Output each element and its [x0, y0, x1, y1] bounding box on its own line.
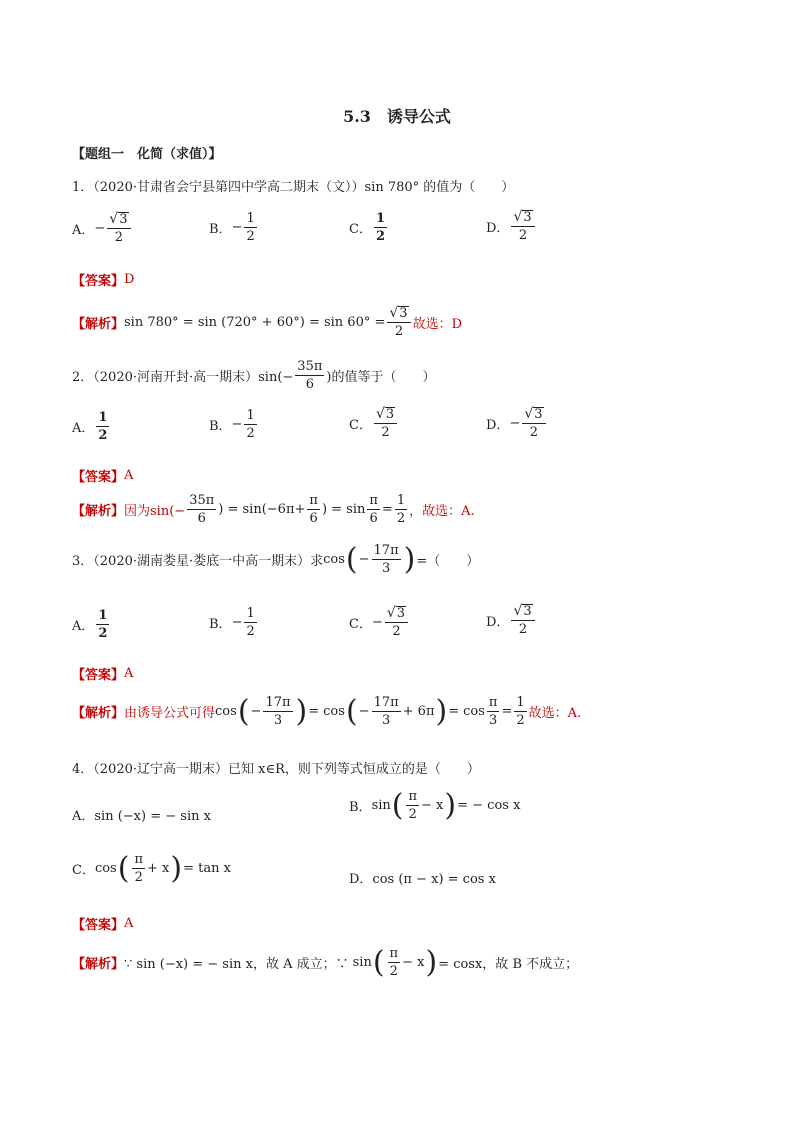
equals: = — [308, 704, 320, 719]
q3-option-b — [209, 607, 259, 638]
paren: ) — [435, 693, 448, 729]
minus-sign: − — [250, 704, 262, 719]
option-label: B． — [349, 800, 372, 815]
fraction: √ 3 2 — [522, 407, 545, 439]
fraction: √ 3 2 — [107, 212, 130, 244]
analysis-text: 由诱导公式可得 — [124, 706, 216, 721]
minus-sign: − — [371, 614, 383, 630]
numerator: π — [309, 493, 318, 508]
denominator: 2 — [114, 230, 124, 245]
term: + x — [147, 861, 170, 876]
analysis-text: sin 780° = sin (720° + 60°) = sin 60° = — [124, 314, 386, 330]
denominator: 2 — [516, 713, 525, 728]
numerator: 1 — [246, 606, 255, 621]
denominator: 2 — [134, 870, 143, 885]
fraction — [514, 696, 526, 727]
func-name: sin — [352, 955, 372, 970]
denominator: 6 — [369, 511, 378, 526]
minus-sign: − — [94, 220, 106, 236]
numerator: 1 — [516, 695, 525, 710]
option-tail: = tan x — [183, 861, 231, 876]
question-1-stem: 1．（2020·甘肃省会宁县第四中学高二期末（文））sin 780° 的值为（ ） — [72, 180, 515, 195]
option-label: B． — [209, 617, 232, 632]
q1-option-c — [349, 212, 389, 243]
q3-analysis — [72, 693, 582, 729]
func-name: cos — [323, 704, 345, 719]
option-tail: = − cos x — [457, 798, 521, 813]
numerator: 17π — [373, 543, 399, 558]
numerator: 1 — [98, 410, 108, 425]
analysis-conclusion: 故选：D — [412, 316, 463, 332]
fraction: √ 3 2 — [385, 606, 408, 638]
denominator: 3 — [381, 561, 391, 576]
denominator: 2 — [389, 964, 398, 979]
analysis-tag: 【解析】 — [72, 504, 125, 519]
denominator: 2 — [529, 425, 539, 440]
fraction — [295, 360, 324, 391]
denominator: 2 — [98, 626, 108, 641]
numerator: 1 — [246, 211, 255, 226]
analysis-tag: 【解析】 — [72, 316, 125, 332]
q2-answer — [72, 466, 133, 485]
denominator: 2 — [394, 324, 404, 339]
paren: ( — [345, 693, 358, 729]
fraction — [487, 696, 500, 727]
q2-analysis — [72, 494, 475, 525]
fraction: √ 3 2 — [511, 604, 534, 636]
paren: ( — [237, 693, 250, 729]
minus-sign: − — [358, 704, 370, 719]
fraction: √ 3 2 — [511, 210, 534, 242]
option-label: A． — [72, 421, 95, 436]
denominator: 6 — [305, 377, 314, 392]
numerator: 17π — [373, 695, 399, 710]
radicand: 3 — [523, 604, 532, 619]
stem-text: 3．（2020·湖南娄星·娄底一中高一期末）求 — [72, 554, 324, 569]
analysis-text: ) = sin(−6π+ — [218, 502, 306, 517]
numerator: 17π — [265, 695, 291, 710]
stem-text: )的值等于（ ） — [326, 370, 436, 385]
paren: ) — [444, 787, 457, 823]
numerator: 35π — [297, 359, 323, 374]
term: − x — [421, 798, 444, 813]
q4-answer — [72, 914, 133, 933]
equals: = — [448, 704, 460, 719]
fraction — [96, 609, 109, 640]
option-label: C． — [349, 222, 372, 237]
fraction — [263, 696, 292, 727]
analysis-conclusion: ，故选：A. — [409, 504, 475, 519]
fraction: √ 3 2 — [387, 306, 410, 338]
fraction — [395, 494, 407, 525]
answer-value: A — [124, 468, 134, 483]
stem-text: 2．（2020·河南开封·高一期末）sin(− — [72, 370, 294, 385]
denominator: 3 — [489, 713, 498, 728]
option-label: C． — [72, 863, 95, 878]
paren: ) — [170, 850, 183, 886]
numerator: π — [389, 946, 399, 961]
numerator: 1 — [375, 211, 385, 226]
option-label: B． — [209, 419, 232, 434]
minus-sign: − — [231, 417, 243, 432]
q1-analysis — [72, 306, 462, 338]
radicand: 3 — [119, 212, 128, 227]
func-name: cos — [215, 704, 237, 719]
radicand: 3 — [523, 210, 532, 225]
option-label: A． — [72, 619, 95, 634]
analysis-text: ) = sin — [321, 502, 366, 517]
fraction — [96, 411, 109, 442]
denominator: 2 — [392, 624, 401, 639]
fraction: √ 3 2 — [374, 407, 397, 439]
option-label: A． — [72, 222, 95, 238]
paren: ( — [391, 787, 404, 823]
fraction — [244, 409, 256, 440]
func-name: cos — [94, 861, 117, 876]
fraction — [367, 494, 380, 525]
fraction — [374, 212, 387, 243]
numerator: 1 — [396, 493, 406, 508]
numerator: π — [369, 493, 378, 508]
q3-option-a — [72, 609, 111, 640]
q2-option-d — [486, 407, 548, 439]
denominator: 3 — [273, 713, 283, 728]
paren: ) — [425, 944, 438, 980]
radicand: 3 — [396, 606, 406, 621]
answer-value: D — [124, 272, 135, 287]
minus-sign: − — [509, 415, 521, 431]
paren: ( — [345, 541, 358, 577]
answer-tag: 【答案】 — [72, 918, 125, 933]
answer-value: A — [124, 666, 134, 681]
minus-sign: − — [231, 220, 243, 235]
denominator: 2 — [246, 229, 255, 244]
q4-option-c — [72, 850, 231, 886]
option-label: C． — [349, 417, 372, 433]
section-heading: 【题组一 化简（求值）】 — [72, 147, 222, 162]
fraction — [388, 947, 401, 978]
paren: ) — [403, 541, 416, 577]
q1-option-b — [209, 212, 259, 243]
q3-answer — [72, 664, 133, 683]
paren: ( — [372, 944, 385, 980]
denominator: 6 — [197, 511, 206, 526]
fraction — [132, 853, 145, 884]
minus-sign: − — [231, 615, 243, 630]
q1-option-d — [486, 210, 537, 242]
option-label: D． — [486, 614, 510, 630]
radicand: 3 — [399, 306, 408, 321]
question-3-stem — [72, 541, 480, 577]
radicand: 3 — [534, 407, 543, 422]
question-4-stem: 4．（2020·辽宁高一期末）已知 x∈R，则下列等式恒成立的是（ ） — [72, 762, 480, 777]
numerator: 1 — [246, 408, 255, 423]
q3-option-d — [486, 604, 537, 636]
q4-option-d: D．cos (π − x) = cos x — [349, 872, 496, 887]
numerator: π — [408, 789, 418, 804]
q1-option-a — [72, 212, 133, 244]
denominator: 2 — [98, 428, 108, 443]
denominator: 2 — [408, 807, 417, 822]
q1-answer — [72, 270, 134, 289]
numerator: 1 — [98, 608, 108, 623]
denominator: 6 — [309, 511, 318, 526]
q4-option-b — [349, 787, 521, 823]
q4-analysis — [72, 944, 579, 980]
fraction — [244, 607, 256, 638]
fraction — [406, 790, 419, 821]
question-2-stem — [72, 360, 435, 391]
denominator: 2 — [518, 228, 528, 243]
q2-option-a — [72, 411, 111, 442]
analysis-tag: 【解析】 — [72, 706, 125, 721]
term: + 6π — [402, 704, 435, 719]
analysis-text: = — [381, 502, 393, 517]
fraction — [307, 494, 320, 525]
analysis-text: ∵ sin (−x) = − sin x，故 A 成立；∵ — [124, 957, 349, 972]
denominator: 2 — [375, 229, 385, 244]
option-label: D． — [486, 220, 510, 236]
option-label: B． — [209, 222, 232, 237]
option-label: D． — [486, 417, 510, 433]
answer-tag: 【答案】 — [72, 470, 125, 485]
paren: ) — [295, 693, 308, 729]
func-name: sin — [371, 798, 391, 813]
stem-text: =（ ） — [416, 554, 480, 569]
answer-tag: 【答案】 — [72, 668, 125, 683]
func-name: cos — [463, 704, 485, 719]
q2-option-c — [349, 407, 399, 439]
fraction — [187, 494, 216, 525]
radicand: 3 — [385, 407, 395, 422]
fraction — [372, 544, 401, 575]
term: − x — [402, 955, 425, 970]
denominator: 2 — [396, 511, 406, 526]
fraction — [244, 212, 256, 243]
numerator: 35π — [189, 493, 215, 508]
equals: = — [501, 704, 513, 719]
q2-option-b — [209, 409, 259, 440]
paren: ( — [117, 850, 130, 886]
minus-sign: − — [358, 552, 370, 567]
answer-tag: 【答案】 — [72, 274, 125, 289]
page-title: 5.3 诱导公式 — [343, 107, 451, 126]
denominator: 2 — [246, 426, 255, 441]
denominator: 3 — [381, 713, 391, 728]
numerator: π — [488, 695, 498, 710]
answer-value: A — [124, 916, 134, 931]
analysis-text: 因为sin(− — [124, 504, 186, 519]
denominator: 2 — [381, 425, 390, 440]
denominator: 2 — [518, 622, 528, 637]
func-name: cos — [323, 552, 345, 567]
analysis-tag: 【解析】 — [72, 957, 125, 972]
q3-option-c — [349, 606, 410, 638]
numerator: π — [134, 852, 143, 867]
option-label: C． — [349, 616, 372, 632]
q4-option-a: A．sin (−x) = − sin x — [72, 809, 211, 824]
analysis-text: = cosx，故 B 不成立； — [438, 957, 579, 972]
denominator: 2 — [246, 624, 255, 639]
analysis-conclusion: 故选：A. — [528, 706, 582, 721]
fraction — [372, 696, 401, 727]
